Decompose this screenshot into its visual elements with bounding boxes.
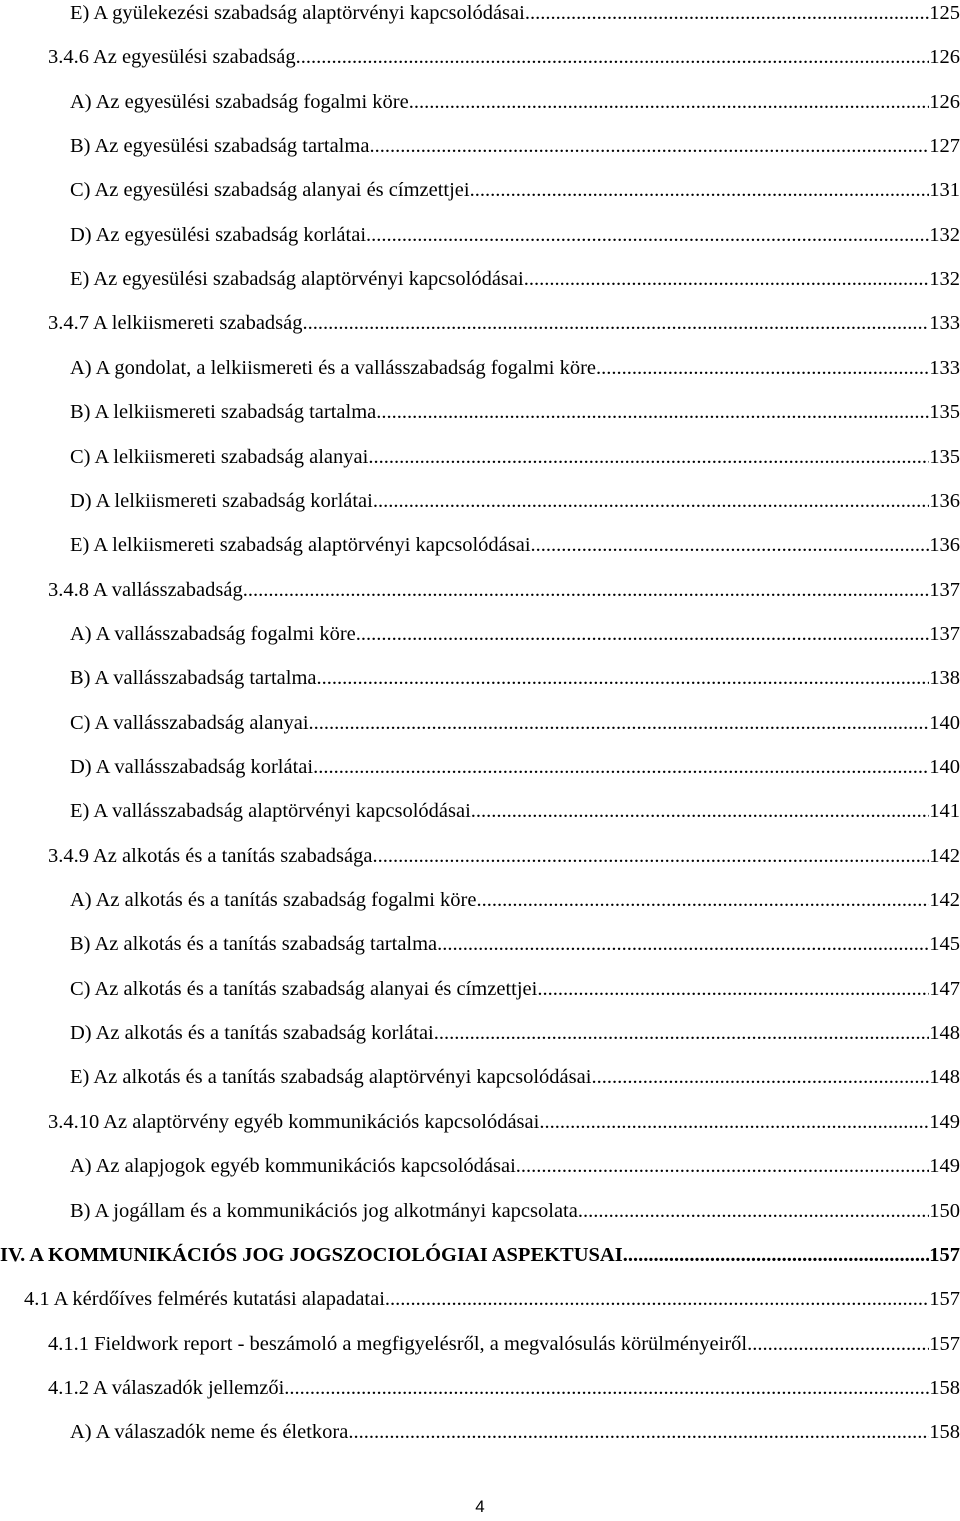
toc-entry-title: E) Az alkotás és a tanítás szabadság alaptörvényi kapcsolódásai [70, 1066, 592, 1089]
toc-dot-leader [372, 841, 929, 871]
toc-entry-line [48, 1373, 960, 1403]
toc-entry-line [24, 1284, 960, 1314]
toc-entry[interactable] [0, 974, 960, 1004]
toc-entry[interactable] [0, 1284, 960, 1314]
toc-dot-leader [313, 752, 929, 782]
toc-dot-leader [296, 42, 930, 72]
toc-entry[interactable] [0, 708, 960, 738]
toc-entry[interactable] [0, 0, 960, 28]
toc-entry-title: 4.1.2 A válaszadók jellemzői [48, 1376, 285, 1399]
toc-entry-line [70, 175, 960, 205]
toc-entry-line [70, 752, 960, 782]
toc-entry-page-number: 140 [929, 711, 960, 734]
toc-entry[interactable] [0, 1329, 960, 1359]
toc-entry-title: 3.4.10 Az alaptörvény egyéb kommunikációs kapcsolódásai [48, 1110, 540, 1133]
toc-entry-line [70, 486, 960, 516]
toc-entry-title: E) A vallásszabadság alaptörvényi kapcsolódásai [70, 800, 471, 823]
toc-dot-leader [578, 1196, 929, 1226]
toc-entry[interactable] [0, 220, 960, 250]
toc-entry-line [48, 575, 960, 605]
toc-entry-line [70, 1196, 960, 1226]
toc-entry-page-number: 137 [929, 622, 960, 645]
toc-entry[interactable] [0, 1373, 960, 1403]
toc-entry-line [70, 220, 960, 250]
toc-entry-title: B) Az egyesülési szabadság tartalma [70, 135, 370, 158]
toc-entry-line [70, 530, 960, 560]
toc-dot-leader [366, 220, 929, 250]
toc-entry[interactable] [0, 1151, 960, 1181]
toc-entry[interactable] [0, 264, 960, 294]
toc-dot-leader [243, 575, 930, 605]
toc-entry-line [70, 708, 960, 738]
toc-entry-page-number: 126 [929, 90, 960, 113]
toc-entry[interactable] [0, 1107, 960, 1137]
toc-dot-leader [537, 974, 929, 1004]
toc-entry-line [70, 397, 960, 427]
toc-entry-title: A) A vallásszabadság fogalmi köre [70, 622, 356, 645]
toc-entry-line [48, 1329, 960, 1359]
toc-dot-leader [539, 1107, 929, 1137]
toc-entry-page-number: 147 [929, 977, 960, 1000]
toc-dot-leader [303, 308, 930, 338]
toc-entry[interactable] [0, 1196, 960, 1226]
toc-entry-page-number: 158 [929, 1376, 960, 1399]
toc-entry-title: B) A vallásszabadság tartalma [70, 667, 317, 690]
toc-entry-page-number: 158 [929, 1421, 960, 1444]
toc-dot-leader [348, 1417, 929, 1447]
toc-entry-line [70, 87, 960, 117]
toc-entry-page-number: 149 [929, 1155, 960, 1178]
toc-dot-leader [470, 175, 930, 205]
toc-entry-page-number: 132 [929, 268, 960, 291]
toc-entry-page-number: 126 [929, 46, 960, 69]
toc-entry-title: IV. A KOMMUNIKÁCIÓS JOG JOGSZOCIOLÓGIAI ASPEKTUSAI [0, 1243, 623, 1266]
toc-entry-line [70, 619, 960, 649]
toc-entry-title: C) A vallásszabadság alanyai [70, 711, 309, 734]
toc-dot-leader [747, 1329, 929, 1359]
toc-entry-title: D) A vallásszabadság korlátai [70, 756, 314, 778]
toc-entry-page-number: 140 [929, 756, 960, 778]
toc-entry-line [70, 663, 960, 693]
toc-entry-title: A) Az alapjogok egyéb kommunikációs kapcsolódásai [70, 1155, 516, 1178]
toc-entry-page-number: 136 [929, 489, 960, 512]
toc-entry[interactable] [0, 442, 960, 472]
toc-entry[interactable] [0, 1417, 960, 1447]
toc-entry-page-number: 135 [929, 401, 960, 424]
toc-entry[interactable] [0, 175, 960, 205]
toc-dot-leader [525, 0, 929, 28]
toc-dot-leader [373, 486, 929, 516]
toc-dot-leader [623, 1240, 930, 1270]
toc-entry-page-number: 135 [929, 445, 960, 468]
toc-entry[interactable] [0, 486, 960, 516]
toc-entry-page-number: 131 [929, 179, 960, 202]
toc-dot-leader [516, 1151, 929, 1181]
toc-entry[interactable] [0, 530, 960, 560]
toc-entry-page-number: 157 [929, 1243, 960, 1266]
toc-entry-line [70, 353, 960, 383]
toc-entry-page-number: 150 [929, 1199, 960, 1222]
toc-entry-line [70, 0, 960, 28]
toc-entry[interactable] [0, 619, 960, 649]
toc-entry-title: 3.4.9 Az alkotás és a tanítás szabadsága [48, 844, 373, 867]
toc-dot-leader [434, 1018, 930, 1048]
toc-entry-page-number: 149 [929, 1110, 960, 1133]
toc-entry-page-number: 133 [929, 312, 960, 335]
toc-entry-page-number: 141 [929, 800, 960, 823]
toc-entry-title: B) A lelkiismereti szabadság tartalma [70, 401, 377, 424]
toc-entry-title: C) Az egyesülési szabadság alanyai és címzettjei [70, 179, 470, 202]
toc-entry-line [70, 131, 960, 161]
toc-entry[interactable] [0, 87, 960, 117]
toc-dot-leader [591, 1062, 929, 1092]
toc-entry-line [48, 308, 960, 338]
toc-dot-leader [476, 885, 929, 915]
toc-entry-page-number: 145 [929, 933, 960, 956]
toc-dot-leader [356, 619, 929, 649]
toc-entry[interactable] [0, 397, 960, 427]
toc-entry-title: A) Az alkotás és a tanítás szabadság fogalmi köre [70, 889, 477, 911]
toc-entry-page-number: 142 [929, 844, 960, 867]
toc-entry-title: 4.1.1 Fieldwork report - beszámoló a megfigyelésről, a megvalósulás körülményeiről [48, 1332, 748, 1355]
toc-entry-line [70, 974, 960, 1004]
toc-dot-leader [368, 442, 929, 472]
toc-entry-title: 3.4.8 A vallásszabadság [48, 578, 243, 601]
toc-entry[interactable] [0, 131, 960, 161]
toc-entry-line [70, 929, 960, 959]
toc-entry-page-number: 132 [929, 223, 960, 246]
toc-entry-title: E) A lelkiismereti szabadság alaptörvényi kapcsolódásai [70, 534, 531, 557]
toc-entry-line [70, 264, 960, 294]
toc-dot-leader [385, 1284, 929, 1314]
toc-dot-leader [309, 708, 930, 738]
toc-entry-title: A) Az egyesülési szabadság fogalmi köre [70, 90, 409, 113]
toc-dot-leader [369, 131, 929, 161]
toc-entry[interactable] [0, 929, 960, 959]
toc-entry-page-number: 138 [929, 667, 960, 690]
toc-entry[interactable] [0, 575, 960, 605]
toc-entry-title: D) A lelkiismereti szabadság korlátai [70, 489, 373, 512]
toc-entry-line [70, 1062, 960, 1092]
toc-dot-leader [524, 264, 930, 294]
toc-entry-line [0, 1240, 960, 1270]
toc-entry-title: D) Az egyesülési szabadság korlátai [70, 223, 367, 246]
toc-entry[interactable] [0, 663, 960, 693]
toc-entry-title: 3.4.6 Az egyesülési szabadság [48, 46, 296, 69]
toc-dot-leader [284, 1373, 929, 1403]
toc-entry-title: B) A jogállam és a kommunikációs jog alkotmányi kapcsolata [70, 1199, 578, 1222]
toc-entry-page-number: 157 [929, 1288, 960, 1311]
toc-dot-leader [531, 530, 930, 560]
toc-entry[interactable] [0, 1062, 960, 1092]
toc-entry-page-number: 142 [929, 889, 960, 911]
toc-entry[interactable] [0, 353, 960, 383]
toc-entry-line [70, 885, 960, 915]
toc-entry-title: E) A gyülekezési szabadság alaptörvényi kapcsolódásai [70, 2, 525, 24]
toc-entry-title: 4.1 A kérdőíves felmérés kutatási alapadatai [24, 1288, 385, 1311]
toc-entry[interactable] [0, 841, 960, 871]
toc-entry-line [70, 1151, 960, 1181]
toc-entry[interactable] [0, 42, 960, 72]
toc-entry-line [48, 42, 960, 72]
toc-entry[interactable] [0, 1240, 960, 1270]
toc-entry-title: 3.4.7 A lelkiismereti szabadság [48, 312, 303, 335]
toc-entry-title: D) Az alkotás és a tanítás szabadság korlátai [70, 1022, 434, 1045]
toc-dot-leader [437, 929, 929, 959]
toc-entry[interactable] [0, 308, 960, 338]
toc-entry[interactable] [0, 752, 960, 782]
toc-entry-line [70, 442, 960, 472]
toc-dot-leader [409, 87, 930, 117]
toc-dot-leader [596, 353, 929, 383]
toc-entry[interactable] [0, 1018, 960, 1048]
toc-entry-page-number: 136 [929, 534, 960, 557]
toc-entry[interactable] [0, 796, 960, 826]
toc-entry-page-number: 157 [929, 1332, 960, 1355]
toc-entry-line [48, 1107, 960, 1137]
toc-entry-line [70, 1018, 960, 1048]
toc-entry-title: B) Az alkotás és a tanítás szabadság tartalma [70, 933, 438, 956]
toc-dot-leader [376, 397, 929, 427]
toc-entry-page-number: 148 [929, 1022, 960, 1045]
toc-entry-page-number: 137 [929, 578, 960, 601]
toc-entry-page-number: 133 [929, 356, 960, 379]
toc-entry-title: C) Az alkotás és a tanítás szabadság alanyai és címzettjei [70, 977, 538, 1000]
page-number: 4 [475, 1497, 485, 1516]
toc-entry-title: A) A válaszadók neme és életkora [70, 1421, 349, 1444]
toc-entry-line [48, 841, 960, 871]
toc-entry-page-number: 125 [929, 2, 960, 24]
toc-entry-title: E) Az egyesülési szabadság alaptörvényi kapcsolódásai [70, 268, 524, 291]
toc-dot-leader [317, 663, 930, 693]
toc-entry-line [70, 1417, 960, 1447]
toc-entry-line [70, 796, 960, 826]
toc-entry-page-number: 127 [929, 135, 960, 158]
toc-entry[interactable] [0, 885, 960, 915]
toc-entry-page-number: 148 [929, 1066, 960, 1089]
toc-dot-leader [471, 796, 929, 826]
toc-entry-title: C) A lelkiismereti szabadság alanyai [70, 445, 369, 468]
toc-entry-title: A) A gondolat, a lelkiismereti és a vallásszabadság fogalmi köre [70, 356, 597, 379]
